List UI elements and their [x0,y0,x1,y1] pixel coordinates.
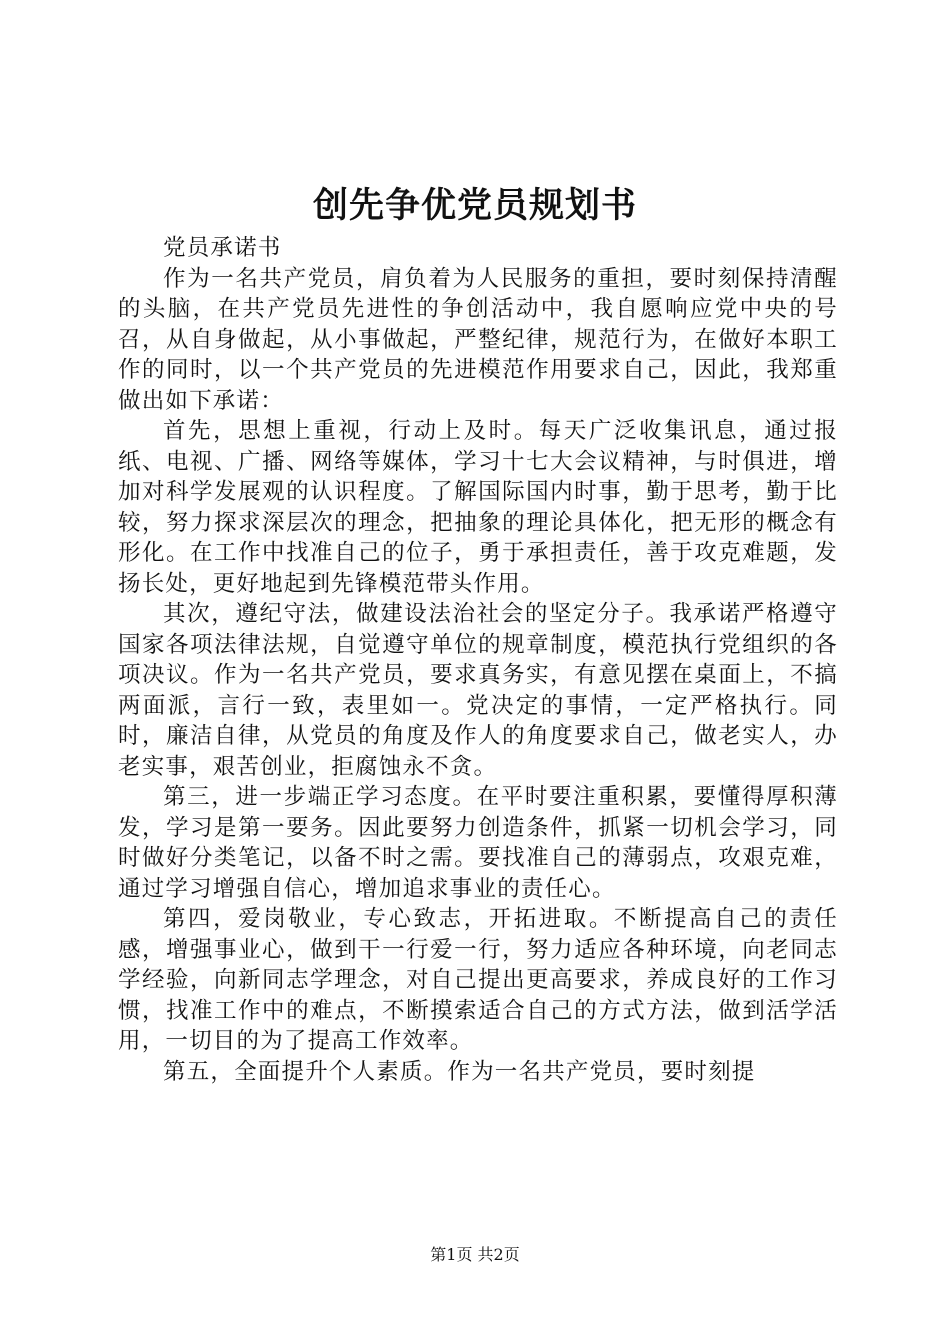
paragraph-third: 第三，进一步端正学习态度。在平时要注重积累，要懂得厚积薄发，学习是第一要务。因此要努力创造条件，抓紧一切机会学习，同时做好分类笔记，以备不时之需。要找准自己的薄弱点，攻艰克难，通过学习增强自信心，增加追求事业的责任心。 [118,784,838,902]
page-number-footer: 第1页 共2页 [430,1245,520,1264]
paragraph-heading: 党员承诺书 [163,235,282,261]
document-body [118,233,838,1087]
paragraph-intro: 作为一名共产党员，肩负着为人民服务的重担，要时刻保持清醒的头脑，在共产党员先进性的争创活动中，我自愿响应党中央的号召，从自身做起，从小事做起，严整纪律，规范行为，在做好本职工作的同时，以一个共产党员的先进模范作用要求自己，因此，我郑重做出如下承诺： [118,265,838,414]
paragraph-first: 首先，思想上重视，行动上及时。每天广泛收集讯息，通过报纸、电视、广播、网络等媒体，学习十七大会议精神，与时俱进，增加对科学发展观的认识程度。了解国际国内时事，勤于思考，勤于比较，努力探求深层次的理念，把抽象的理论具体化，把无形的概念有形化。在工作中找准自己的位子，勇于承担责任，善于攻克难题，发扬长处，更好地起到先锋模范带头作用。 [118,418,838,597]
document-title: 创先争优党员规划书 [312,185,637,226]
paragraph-fifth: 第五，全面提升个人素质。作为一名共产党员，要时刻提 [163,1058,756,1085]
paragraph-second: 其次，遵纪守法，做建设法治社会的坚定分子。我承诺严格遵守国家各项法律法规，自觉遵守单位的规章制度，模范执行党组织的各项决议。作为一名共产党员，要求真务实，有意见摆在桌面上，不搞两面派，言行一致，表里如一。党决定的事情，一定严格执行。同时，廉洁自律，从党员的角度及作人的角度要求自己，做老实人，办老实事，艰苦创业，拒腐蚀永不贪。 [118,601,838,780]
paragraph-fourth: 第四，爱岗敬业，专心致志，开拓进取。不断提高自己的责任感，增强事业心，做到干一行爱一行，努力适应各种环境，向老同志学经验，向新同志学理念，对自己提出更高要求，养成良好的工作习惯，找准工作中的难点，不断摸索适合自己的方式方法，做到活学活用，一切目的为了提高工作效率。 [118,906,838,1054]
